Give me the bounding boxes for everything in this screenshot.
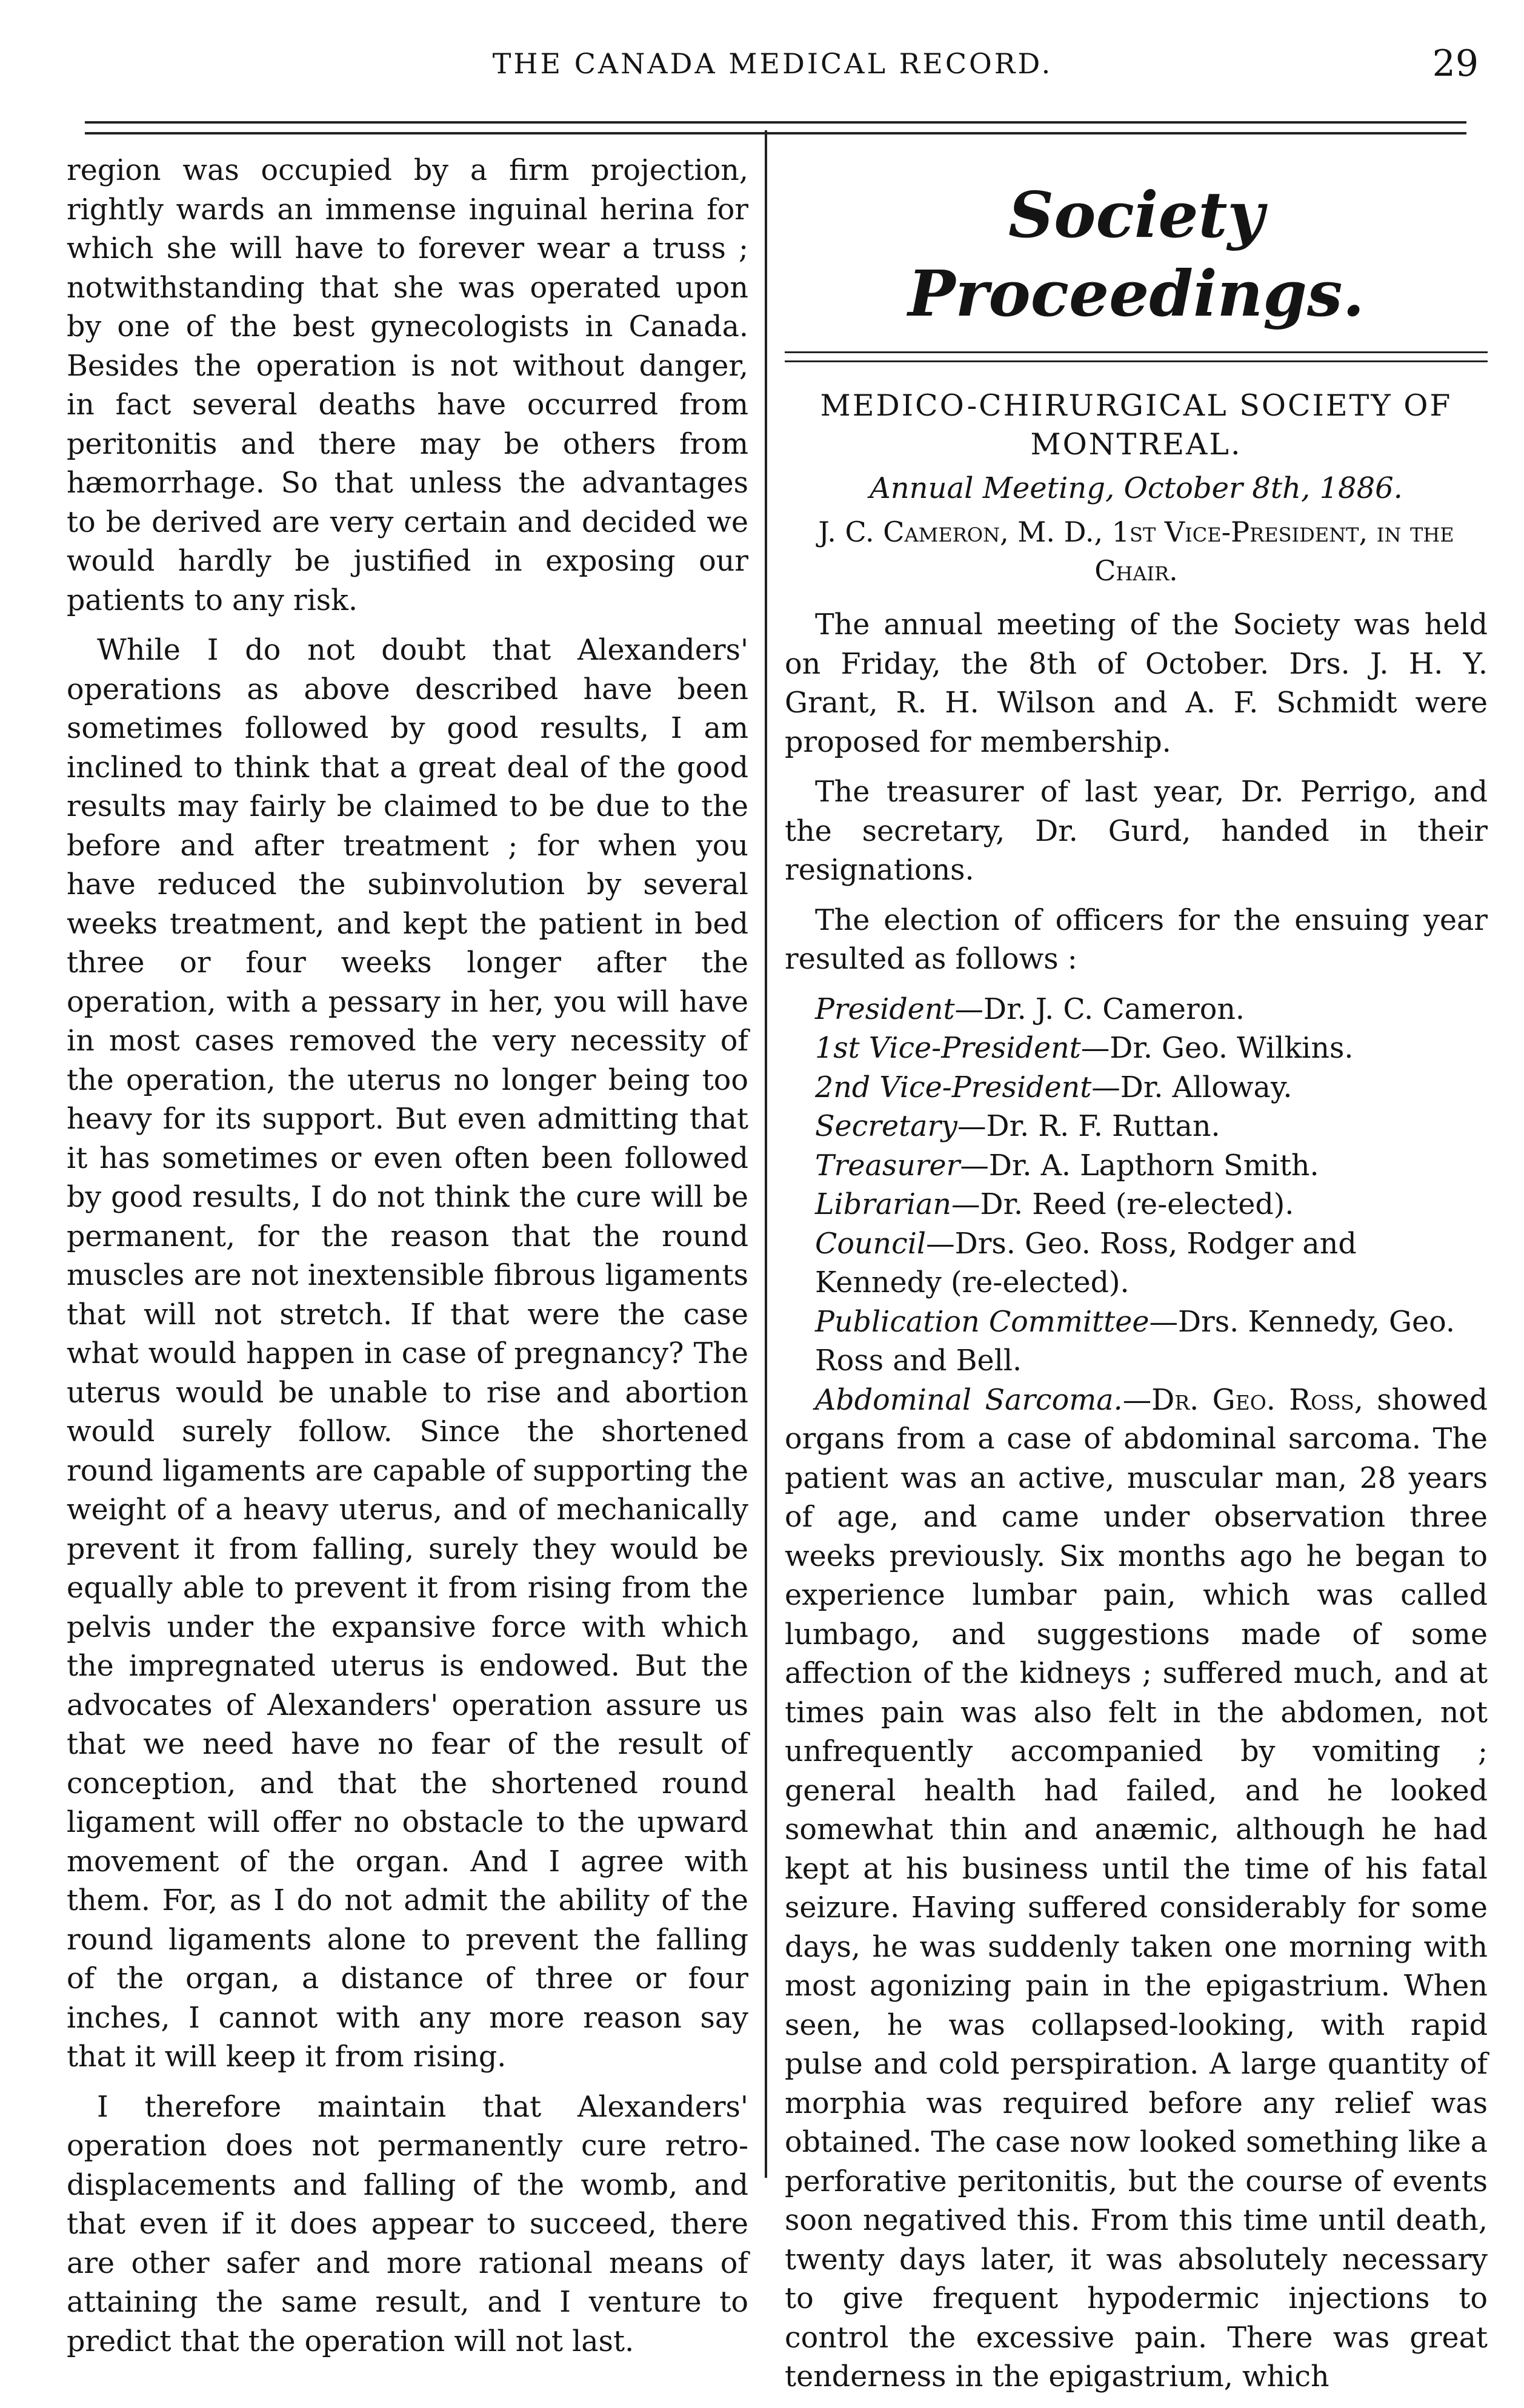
- section-rule: [785, 351, 1488, 362]
- left-column: [67, 151, 748, 2372]
- paragraph: The treasurer of last year, Dr. Perrigo, and the secretary, Dr. Gurd, handed in their resignations.: [785, 775, 1488, 887]
- officer-entry: [785, 1186, 1488, 1225]
- page-header: [67, 36, 1479, 97]
- officer-role: Council: [815, 1227, 927, 1261]
- meeting-date: Annual Meeting, October 8th, 1886.: [870, 471, 1403, 505]
- paragraph: region was occupied by a firm projection, rightly wards an immense inguinal herina for which she will have to forever wear a truss ; notwithstanding that she was operated upon by one of the best gynecologists in Canada. Besides the operation is not without danger, in fact several deaths have occurred from peritonitis and there may be others from hæmorrhage. So that unless the advantages to be derived are very certain and decided we would hardly be justified in exposing our patients to any risk.: [67, 154, 748, 617]
- officer-entry: [785, 1147, 1488, 1186]
- officer-entry: [785, 990, 1488, 1030]
- running-title: THE CANADA MEDICAL RECORD.: [492, 47, 1053, 80]
- column-divider: [765, 130, 767, 2178]
- section-title: Society Proceedings.: [908, 177, 1365, 331]
- officer-entry: [785, 1069, 1488, 1108]
- officer-entry: [785, 1107, 1488, 1147]
- officer-name: —Dr. R. F. Ruttan.: [957, 1110, 1220, 1143]
- officer-role: Treasurer: [815, 1149, 960, 1182]
- officer-name: —Dr. A. Lapthorn Smith.: [960, 1149, 1319, 1182]
- officer-name: —Dr. Reed (re-elected).: [951, 1188, 1294, 1221]
- officer-name: —Dr. Geo. Wilkins.: [1080, 1032, 1354, 1065]
- officer-entry: [785, 1303, 1488, 1381]
- officer-role: 1st Vice-President: [815, 1032, 1081, 1065]
- header-rule: [85, 121, 1466, 134]
- case-report-text: showed organs from a case of abdominal sarcoma. The patient was an active, muscular man, 28 years of age, and came under observation three weeks previously. Six months ago he began to experience lumbar pain, which was called lumbago, and suggestions made of some affection of the kidneys ; suffered much, and at times pain was also felt in the abdomen, not unfrequently accompanied by vomiting ; general health had failed, and he looked somewhat thin and anæmic, although he had kept at his business until the time of his fatal seizure. Having suffered considerably for some days, he was suddenly taken one morning with most agonizing pain in the epigastrium. When seen, he was collapsed-looking, with rapid pulse and cold perspiration. A large quantity of morphia was required before any relief was obtained. The case now looked something like a perforative peritonitis, but the course of events soon negatived this. From this time until death, twenty days later, it was absolutely necessary to give frequent hypodermic injections to control the excessive pain. There was great tenderness in the epigastrium, which: [785, 1383, 1488, 2393]
- officer-entry: [785, 1029, 1488, 1069]
- case-report-title: Abdominal Sarcoma.: [815, 1383, 1123, 1417]
- case-report-presenter: —Dr. Geo. Ross,: [1122, 1383, 1363, 1417]
- right-column: [785, 151, 1488, 2408]
- officer-name: —Drs. Kennedy, Geo. Ross and Bell.: [815, 1305, 1455, 1378]
- officer-name: —Dr. J. C. Cameron.: [954, 992, 1245, 1026]
- case-report-paragraph: [785, 1381, 1488, 2397]
- paragraph: I therefore maintain that Alexanders' operation does not permanently cure retro-displacements and falling of the womb, and that even if it does appear to succeed, there are other safer and more rational means of attaining the same result, and I venture to predict that the operation will not last.: [67, 2090, 748, 2358]
- officer-entry: [785, 1225, 1488, 1303]
- officer-role: 2nd Vice-President: [815, 1070, 1092, 1104]
- paragraph: The election of officers for the ensuing year resulted as follows :: [785, 903, 1488, 976]
- society-name: MEDICO-CHIRURGICAL SOCIETY OF MONTREAL.: [820, 388, 1452, 462]
- page-number: 29: [1432, 42, 1479, 85]
- officer-role: Publication Committee: [815, 1305, 1150, 1339]
- officer-name: —Dr. Alloway.: [1091, 1070, 1293, 1104]
- paragraph: While I do not doubt that Alexanders' operations as above described have been sometimes followed by good results, I am inclined to think that a great deal of the good results may fairly be claimed to be due to the before and after treatment ; for when you have reduced the subinvolution by several weeks treatment, and kept the patient in bed three or four weeks longer after the operation, with a pessary in her, you will have in most cases removed the very necessity of the operation, the uterus no longer being too heavy for its support. But even admitting that it has sometimes or even often been followed by good results, I do not think the cure will be permanent, for the reason that the round muscles are not inextensible fibrous ligaments that will not stretch. If that were the case what would happen in case of pregnancy? The uterus would be unable to rise and abortion would surely follow. Since the shortened round ligaments are capable of supporting the weight of a heavy uterus, and of mechanically prevent it from falling, surely they would be equally able to prevent it from rising from the pelvis under the expansive force with which the impregnated uterus is endowed. But the advocates of Alexanders' operation assure us that we need have no fear of the result of conception, and that the shortened round ligament will offer no obstacle to the upward movement of the organ. And I agree with them. For, as I do not admit the ability of the round ligaments alone to prevent the falling of the organ, a distance of three or four inches, I cannot with any more reason say that it will keep it from rising.: [67, 634, 748, 2074]
- officer-name: —Drs. Geo. Ross, Rodger and Kennedy (re-elected).: [815, 1227, 1357, 1299]
- officer-role: President: [815, 992, 955, 1026]
- officer-role: Librarian: [815, 1188, 951, 1221]
- chair-line: J. C. Cameron, M. D., 1st Vice-President, in the Chair.: [818, 516, 1454, 587]
- paragraph: The annual meeting of the Society was held on Friday, the 8th of October. Drs. J. H. Y. Grant, R. H. Wilson and A. F. Schmidt were proposed for membership.: [785, 608, 1488, 759]
- officer-role: Secretary: [815, 1110, 958, 1143]
